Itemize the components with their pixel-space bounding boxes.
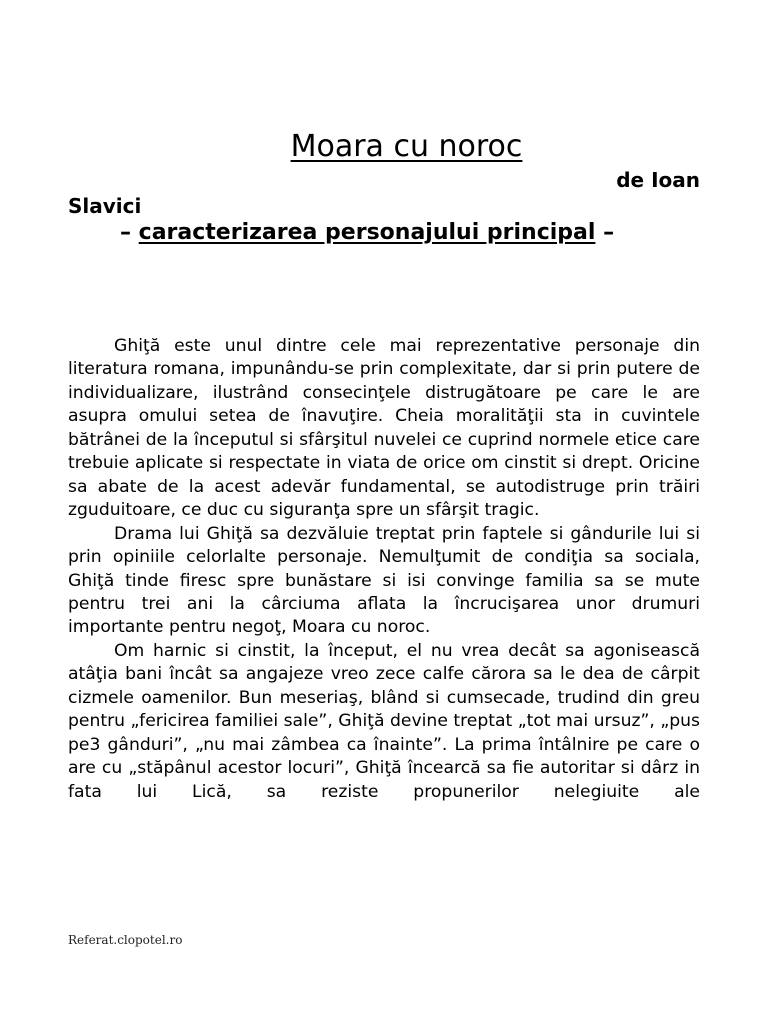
author-line-2: Slavici [68, 194, 142, 218]
document-subtitle [120, 219, 614, 247]
paragraph-2: Drama lui Ghiţă sa dezvăluie treptat prin faptele si gândurile lui si prin opiniile celorlalte personaje. Nemulţumit de condiţia sa sociala, Ghiţă tinde firesc spre bunăstare si isi convinge familia sa se mute pentru trei ani la cârciuma aflata la încrucişarea unor drumuri importante pentru negoţ, Moara cu noroc. [68, 523, 700, 638]
author-line-1: de Ioan [616, 168, 700, 192]
document-title: Moara cu noroc [290, 129, 523, 164]
footer-source: Referat.clopotel.ro [68, 933, 183, 947]
paragraph-3: Om harnic si cinstit, la început, el nu vrea decât sa agonisească atâţia bani încât sa angajeze vreo zece calfe cărora sa le dea de cârpit cizmele oamenilor. Bun meseriaş, blând si cumsecade, trudind din greu pentru „fericirea familiei sale”, Ghiţă devine treptat „tot mai ursuz”, „pus pe3 gânduri”, „nu mai zâmbea ca înainte”. La prima întâlnire pe care o are cu „stăpânul acestor locuri”, Ghiţă încearcă sa fie autoritar si dârz in fata lui Lică, sa reziste propunerilor nelegiuite ale [68, 640, 700, 802]
subtitle-dash-right: – [595, 220, 615, 245]
body-text [68, 335, 700, 804]
subtitle-text: caracterizarea personajului principal [138, 220, 596, 245]
paragraph-1: Ghiţă este unul dintre cele mai reprezentative personaje din literatura romana, impunându-se prin complexitate, dar si prin putere de individualizare, ilustrând consecinţele distrugătoare pe care le are asupra omului setea de înavuţire. Cheia moralităţii sta in cuvintele bătrânei de la începutul si sfârşitul nuvelei ce cuprind normele etice care trebuie aplicate si respectate in viata de orice om cinstit si drept. Oricine sa abate de la acest adevăr fundamental, se autodistruge prin trăiri zguduitoare, ce duc cu siguranţa spre un sfârşit tragic. [68, 336, 700, 521]
subtitle-dash-left: – [120, 220, 139, 245]
